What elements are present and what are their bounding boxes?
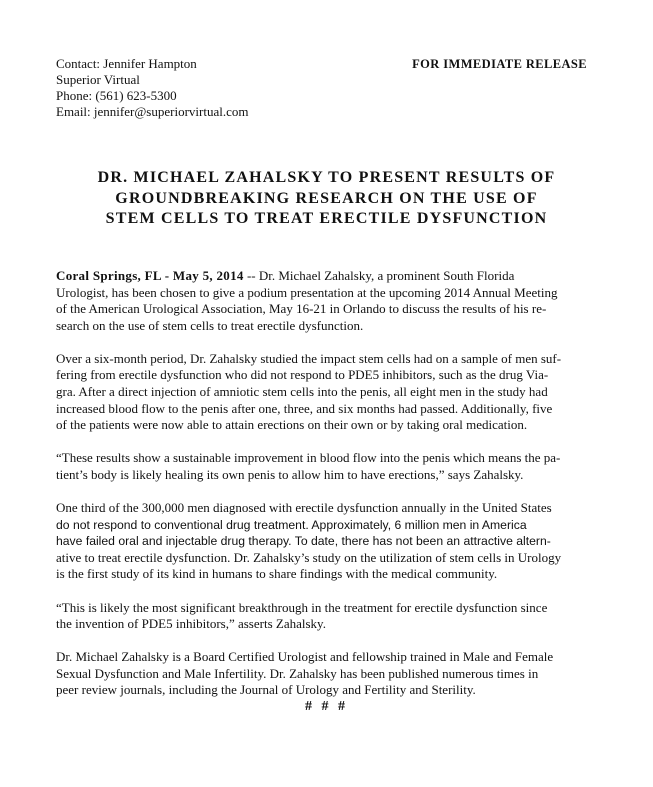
paragraph-intro (56, 268, 596, 334)
body-line: search on the use of stem cells to treat erectile dysfunction. (56, 317, 364, 333)
headline-line: DR. MICHAEL ZAHALSKY TO PRESENT RESULTS OF (97, 169, 556, 186)
body-line: ative to treat erectile dysfunction. Dr. Zahalsky’s study on the utilization of stem cells in Urology (56, 549, 562, 565)
body-line: is the first study of its kind in humans to share findings with the medical community. (56, 566, 498, 582)
body-line: “This is likely the most significant breakthrough in the treatment for erectile dysfunction since (56, 599, 548, 615)
paragraph-study (56, 351, 596, 434)
body-line: peer review journals, including the Journal of Urology and Fertility and Sterility. (56, 682, 476, 698)
paragraph-quote-2 (56, 600, 596, 633)
headline (30, 168, 623, 230)
body-line: Urologist, has been chosen to give a podium presentation at the upcoming 2014 Annual Meeting (56, 284, 558, 300)
contact-name: Contact: Jennifer Hampton (56, 56, 197, 71)
body-line: tient’s body is likely healing its own penis to allow him to have erections,” says Zahalsky. (56, 466, 524, 482)
contact-phone: Phone: (561) 623-5300 (56, 88, 177, 103)
headline-line: STEM CELLS TO TREAT ERECTILE DYSFUNCTION (105, 210, 548, 227)
body-line: have failed oral and injectable drug therapy. To date, there has not been an attractive altern- (56, 534, 551, 549)
paragraph-statistics (56, 500, 596, 583)
contact-email: Email: jennifer@superiorvirtual.com (56, 104, 249, 119)
release-label: FOR IMMEDIATE RELEASE (412, 57, 587, 71)
body-line: “These results show a sustainable improvement in blood flow into the penis which means the pa- (56, 450, 561, 466)
body-line: increased blood flow to the penis after one, three, and six months had passed. Additionally, five (56, 400, 553, 416)
body-line: of the patients were now able to attain erections on their own or by taking oral medication. (56, 417, 528, 433)
body-line: Sexual Dysfunction and Male Infertility. Dr. Zahalsky has been published numerous times in (56, 665, 539, 681)
contact-company: Superior Virtual (56, 72, 140, 87)
body-line: the invention of PDE5 inhibitors,” asserts Zahalsky. (56, 616, 326, 632)
body-line: Over a six-month period, Dr. Zahalsky studied the impact stem cells had on a sample of men suf- (56, 350, 562, 366)
body-line: gra. After a direct injection of amniotic stem cells into the penis, all eight men in the study had (56, 384, 548, 400)
body-line: fering from erectile dysfunction who did not respond to PDE5 inhibitors, such as the drug Via- (56, 367, 549, 383)
paragraph-quote-1 (56, 450, 596, 483)
dateline: Coral Springs, FL - May 5, 2014 (56, 268, 244, 283)
headline-line: GROUNDBREAKING RESEARCH ON THE USE OF (115, 189, 538, 207)
paragraph-bio (56, 649, 596, 699)
contact-block (56, 56, 248, 120)
body-line: of the American Urological Association, May 16-21 in Orlando to discuss the results of his re- (56, 301, 547, 317)
body-line: Dr. Michael Zahalsky is a Board Certified Urologist and fellowship trained in Male and Female (56, 649, 554, 665)
end-mark: # # # (305, 699, 348, 714)
press-release-body (56, 268, 596, 715)
body-line (56, 268, 596, 285)
body-line-text: -- Dr. Michael Zahalsky, a prominent South Florida (243, 268, 515, 283)
body-line: do not respond to conventional drug treatment. Approximately, 6 million men in America (56, 517, 527, 532)
body-line: One third of the 300,000 men diagnosed with erectile dysfunction annually in the United States (56, 500, 552, 516)
